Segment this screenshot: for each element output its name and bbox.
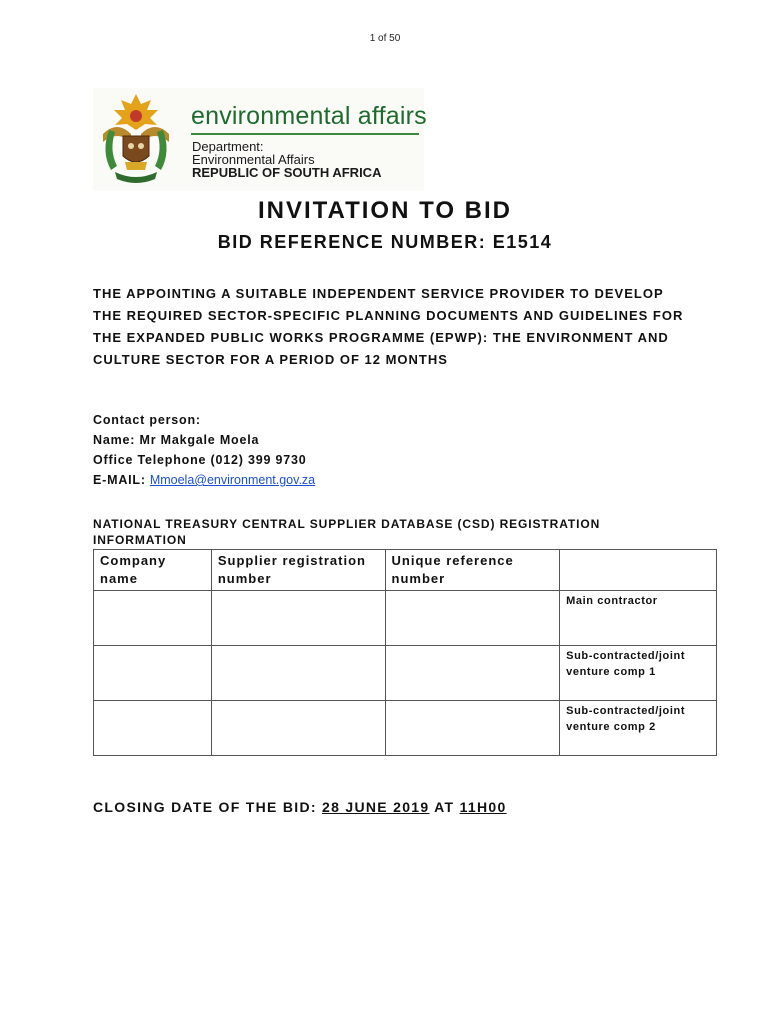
logo-title: environmental affairs — [191, 102, 427, 130]
closing-date-line — [93, 799, 507, 815]
company-name-cell[interactable] — [94, 701, 212, 756]
coat-of-arms-icon — [95, 90, 177, 189]
column-header-supplier-registration: Supplier registration number — [211, 550, 385, 591]
supplier-registration-cell[interactable] — [211, 701, 385, 756]
unique-reference-cell[interactable] — [385, 591, 560, 646]
contact-phone: Office Telephone (012) 399 9730 — [93, 453, 307, 467]
supplier-registration-cell[interactable] — [211, 646, 385, 701]
table-row — [94, 701, 717, 756]
table-row — [94, 646, 717, 701]
company-name-cell[interactable] — [94, 646, 212, 701]
unique-reference-cell[interactable] — [385, 646, 560, 701]
supplier-registration-cell[interactable] — [211, 591, 385, 646]
email-link[interactable]: Mmoela@environment.gov.za — [149, 473, 316, 487]
document-title: INVITATION TO BID — [258, 197, 512, 224]
column-header-company-name: Company name — [94, 550, 212, 591]
contact-email-row — [93, 473, 315, 487]
table-row — [94, 591, 717, 646]
logo-divider — [191, 133, 419, 135]
bid-description: THE APPOINTING A SUITABLE INDEPENDENT SERVICE PROVIDER TO DEVELOP THE REQUIRED SECTOR-SPECIFIC PLANNING DOCUMENTS AND GUIDELINES FOR THE EXPANDED PUBLIC WORKS PROGRAMME (EPWP): THE ENVIRONMENT AND CULTURE SECTOR FOR A PERIOD OF 12 MONTHS — [93, 286, 684, 367]
logo-country: REPUBLIC OF SOUTH AFRICA — [192, 165, 382, 180]
logo-department-label: Department: — [192, 139, 264, 154]
unique-reference-cell[interactable] — [385, 701, 560, 756]
role-cell: Sub-contracted/joint venture comp 1 — [560, 646, 717, 701]
closing-label: CLOSING DATE OF THE BID: — [93, 799, 317, 815]
closing-at: AT — [434, 799, 455, 815]
csd-registration-table — [93, 549, 717, 756]
column-header-unique-reference: Unique reference number — [385, 550, 560, 591]
contact-heading: Contact person: — [93, 413, 201, 427]
table-header-row — [94, 550, 717, 591]
logo-department-name: Environmental Affairs — [192, 152, 315, 167]
email-label: E-MAIL: — [93, 473, 146, 487]
company-name-cell[interactable] — [94, 591, 212, 646]
csd-heading: NATIONAL TREASURY CENTRAL SUPPLIER DATABASE (CSD) REGISTRATION INFORMATION — [93, 517, 601, 547]
role-cell: Sub-contracted/joint venture comp 2 — [560, 701, 717, 756]
closing-date: 28 JUNE 2019 — [322, 799, 430, 815]
closing-time: 11H00 — [459, 799, 507, 815]
column-header-role — [560, 550, 717, 591]
page-indicator: 1 of 50 — [369, 33, 401, 44]
role-cell: Main contractor — [560, 591, 717, 646]
contact-name: Name: Mr Makgale Moela — [93, 433, 260, 447]
department-logo — [93, 88, 427, 191]
bid-reference: BID REFERENCE NUMBER: E1514 — [217, 232, 553, 252]
